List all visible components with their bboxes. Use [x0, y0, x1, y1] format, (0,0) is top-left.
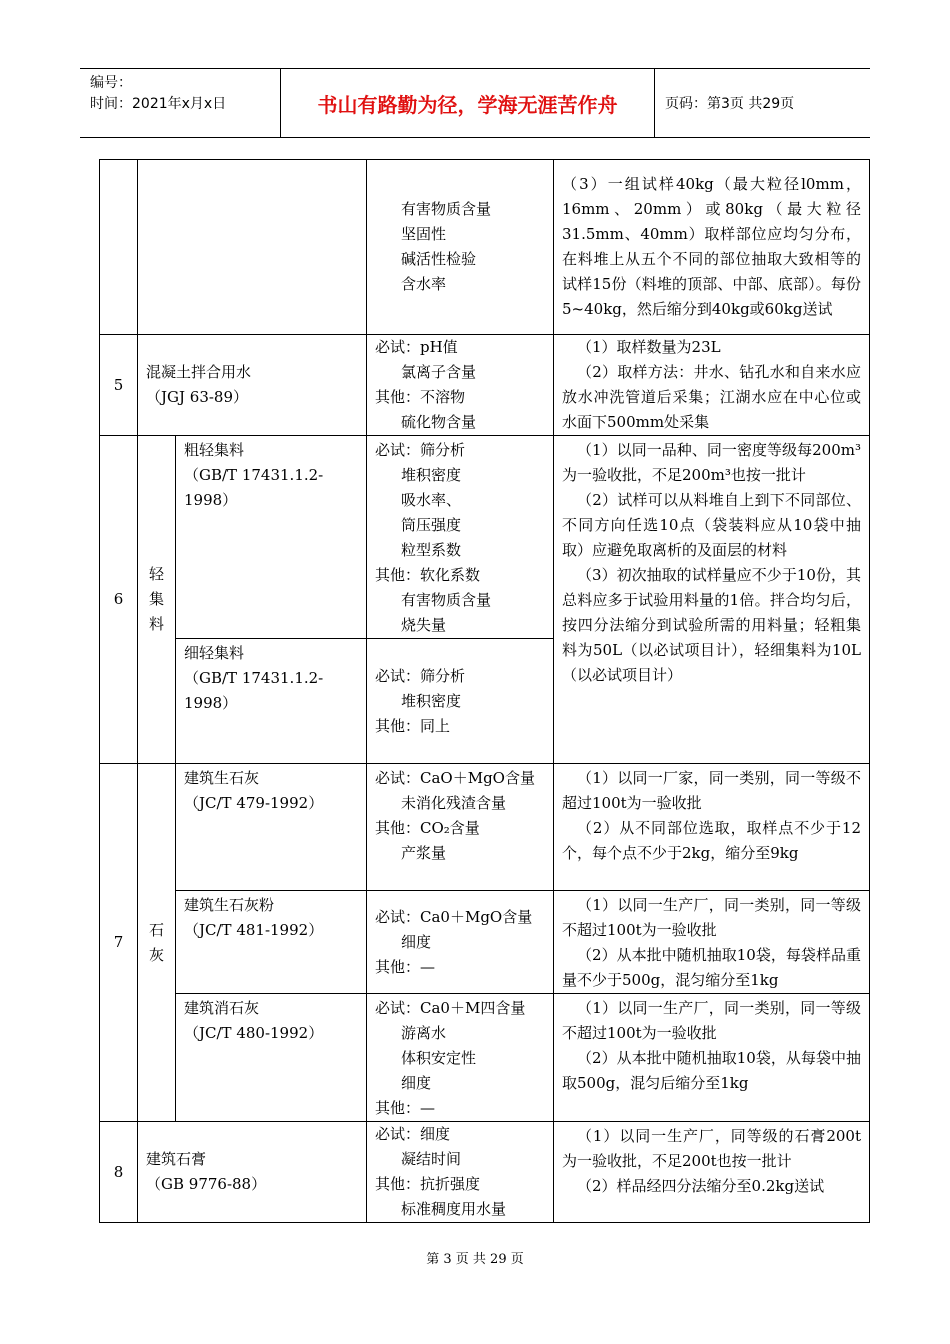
test-items: 必试：筛分析 堆积密度 其他：同上	[367, 639, 554, 764]
header-info	[80, 69, 281, 137]
row-number: 7	[100, 764, 138, 1122]
table-row	[100, 1122, 870, 1223]
sampling-text: （1）以同一厂家，同一类别，同一等级不超过100t为一验收批 （2）从不同部位选取，取样点不少于12个，每个点不少于2kg，缩分至9kg	[554, 764, 870, 891]
sampling-text: （1）以同一生产厂，同等级的石膏200t为一验收批，不足200t也按一批计 （2）样品经四分法缩分至0.2kg送试	[554, 1122, 870, 1223]
row-number: 5	[100, 335, 138, 436]
material-name: 细轻集料 （GB/T 17431.1.2-1998）	[176, 639, 367, 764]
sampling-text: （1）以同一品种、同一密度等级每200m³为一验收批，不足200m³也按一批计 （2）试样可以从料堆自上到下不同部位、不同方向任选10点（袋装料应从10袋中抽取）应避免取离析的及面层的材料 （3）初次抽取的试样量应不少于10份，其总料应多于试验用料量的1倍。拌合均匀后，按四分法缩分到试验所需的用料量；轻粗集料为50L（以必试项目计），轻细集料为10L（以必试项目计）	[554, 436, 870, 764]
table-row	[100, 891, 870, 994]
sampling-text: （3）一组试样40kg（最大粒径l0mm，16mm、20mm）或80kg（最大粒径31.5mm、40mm）取样部位应均匀分布，在料堆上从五个不同的部位抽取大致相等的试样15份（料堆的顶部、中部、底部）。每份5~40kg，然后缩分到40kg或60kg送试	[554, 160, 870, 335]
header-motto: 书山有路勤为径，学海无涯苦作舟	[281, 69, 655, 137]
test-items: 必试：筛分析 堆积密度 吸水率、 筒压强度 粒型系数 其他：软化系数 有害物质含量 烧失量	[367, 436, 554, 639]
row-number: 6	[100, 436, 138, 764]
table-row	[100, 160, 870, 335]
material-name: 混凝土拌合用水 （JGJ 63-89）	[138, 335, 367, 436]
material-name: 建筑生石灰 （JC/T 479-1992）	[176, 764, 367, 891]
category-label: 轻集料	[138, 436, 176, 764]
table-row	[100, 335, 870, 436]
test-items: 必试：Ca0＋MgO含量 细度 其他：—	[367, 891, 554, 994]
sampling-text: （1）取样数量为23L （2）取样方法：井水、钻孔水和自来水应放水冲洗管道后采集；江湖水应在中心位或水面下500mm处采集	[554, 335, 870, 436]
test-items: 必试：Ca0＋M四含量 游离水 体积安定性 细度 其他：—	[367, 994, 554, 1122]
material-name: 粗轻集料 （GB/T 17431.1.2-1998）	[176, 436, 367, 639]
number-label: 编号：	[90, 75, 132, 91]
material-name: 建筑石膏 （GB 9776-88）	[138, 1122, 367, 1223]
test-items: 必试：pH值 氯离子含量 其他：不溶物 硫化物含量	[367, 335, 554, 436]
test-items: 有害物质含量 坚固性 碱活性检验 含水率	[367, 160, 554, 335]
page-counter: 页码：第3页 共29页	[665, 96, 795, 112]
material-name: 建筑消石灰 （JC/T 480-1992）	[176, 994, 367, 1122]
test-items: 必试：CaO＋MgO含量 未消化残渣含量 其他：CO₂含量 产浆量	[367, 764, 554, 891]
category-label: 石灰	[138, 764, 176, 1122]
date-label: 时间：2021年x月x日	[90, 96, 227, 112]
material-name: 建筑生石灰粉 （JC/T 481-1992）	[176, 891, 367, 994]
test-items: 必试：细度 凝结时间 其他：抗折强度 标准稠度用水量	[367, 1122, 554, 1223]
sampling-text: （1）以同一生产厂，同一类别，同一等级不超过100t为一验收批 （2）从本批中随机抽取10袋，每袋样品重量不少于500g，混匀缩分至1kg	[554, 891, 870, 994]
table-row	[100, 436, 870, 639]
table-row	[100, 994, 870, 1122]
row-number: 8	[100, 1122, 138, 1223]
sampling-table	[99, 159, 870, 1223]
table-row	[100, 764, 870, 891]
sampling-text: （1）以同一生产厂，同一类别，同一等级不超过100t为一验收批 （2）从本批中随机抽取10袋，从每袋中抽取500g，混匀后缩分至1kg	[554, 994, 870, 1122]
page-footer: 第 3 页 共 29 页	[426, 1252, 524, 1267]
page-header	[80, 68, 870, 138]
